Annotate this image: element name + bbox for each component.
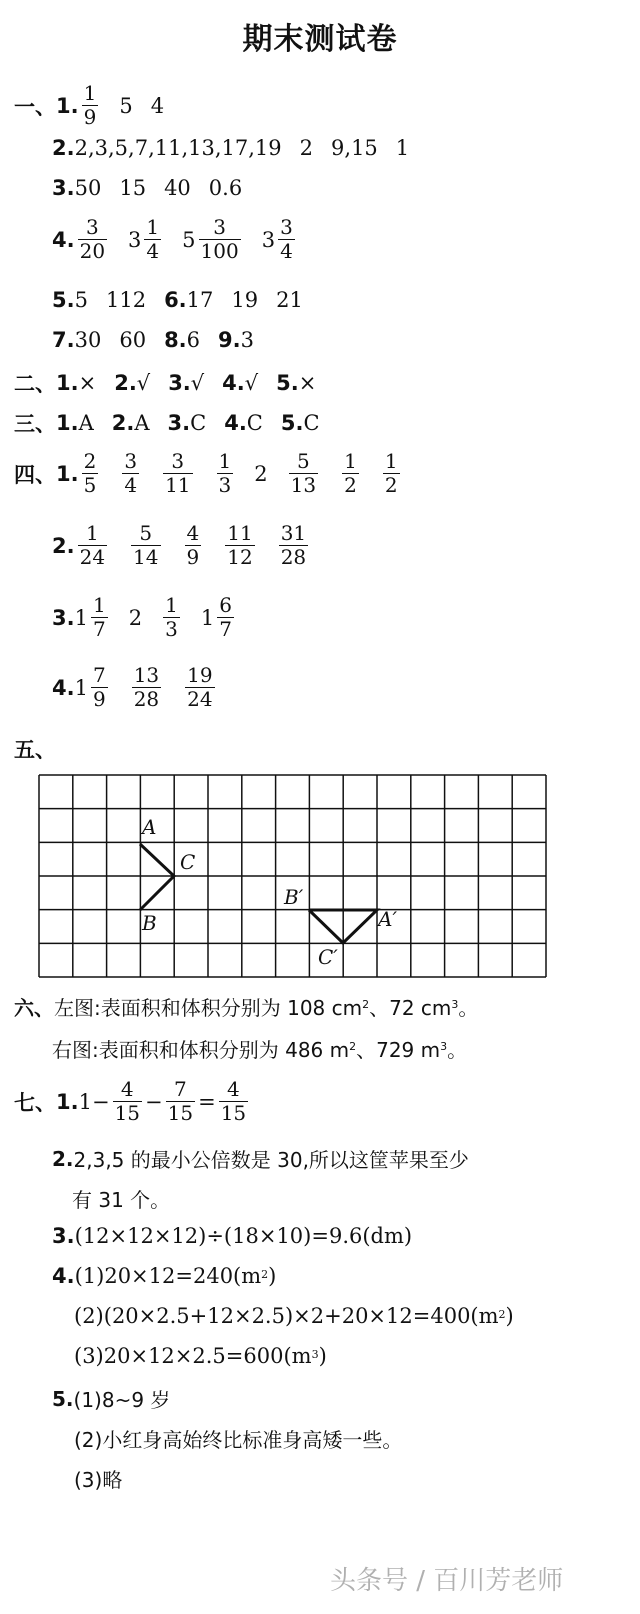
label-c-prime: C′ — [318, 945, 338, 969]
answer: √ — [190, 371, 205, 395]
s1-q4 — [52, 216, 298, 263]
fraction: $\frac{1}{2}$ — [344, 449, 357, 497]
label-b: B — [142, 911, 157, 935]
mixed-number: 1 $\frac{1}{7}$ — [74, 593, 106, 641]
mixed-number: 1 $\frac{7}{9}$ — [74, 663, 106, 711]
fraction: $\frac{2}{5}$ — [83, 449, 97, 497]
fraction: $\frac{4}{9}$ — [186, 521, 200, 569]
question-number: 1. — [56, 461, 79, 486]
fraction: $\frac{1}{3}$ — [218, 449, 232, 497]
s1-q7-q9 — [52, 328, 254, 352]
question-number: 4. — [52, 227, 75, 252]
mixed-number: 1 $\frac{6}{7}$ — [200, 593, 232, 641]
grid-figure — [38, 774, 548, 980]
answer: 30 — [74, 328, 102, 352]
section-label: 五、 — [14, 738, 56, 762]
answer: 40 — [164, 176, 191, 200]
fraction: $\frac{11}{12}$ — [227, 521, 253, 569]
mixed-number: 3 $\frac{1}{4}$ — [128, 215, 160, 263]
answer: A — [78, 411, 94, 435]
answer: 9,15 — [331, 136, 378, 160]
question-number: 3. — [52, 1224, 75, 1248]
answer: 6 — [186, 328, 201, 352]
mixed-number: 3 $\frac{3}{4}$ — [261, 215, 293, 263]
answer: C — [303, 411, 320, 435]
s4-q4 — [52, 664, 218, 711]
answer: 50 — [74, 176, 102, 200]
fraction: $\frac{31}{28}$ — [280, 521, 307, 569]
section-label: 六、 — [14, 996, 54, 1020]
question-number: 2. — [52, 1146, 74, 1171]
answer: C — [246, 411, 263, 435]
page-title: 期末测试卷 — [242, 22, 398, 57]
fraction: $\frac{13}{28}$ — [133, 663, 160, 711]
s3-answers: 三、 1. A 2. A 3. C 4. C 5. C — [14, 408, 320, 438]
answer: 15 — [119, 176, 147, 200]
answer: 2,3,5,7,11,13,17,19 — [74, 136, 282, 160]
s6-line1: 六、 左图:表面积和体积分别为 108 cm $^2$ 、72 cm $^3$ 。 — [14, 992, 478, 1021]
section-label: 二、 — [14, 372, 56, 396]
answer: 112 — [105, 288, 147, 312]
label-b-prime: B′ — [284, 885, 304, 909]
s7-q4-3: (3)20×12×2.5=600(m $^3$ ) — [74, 1344, 327, 1368]
s6-line2: 右图:表面积和体积分别为 486 m $^2$ 、729 m $^3$ 。 — [52, 1038, 468, 1062]
question-number: 3. — [52, 176, 75, 200]
fraction: $\frac{3}{20}$ — [79, 215, 106, 263]
s1-q1 — [14, 82, 164, 129]
s7-q2-line1: 2. 2,3,5 的最小公倍数是 30,所以这筐苹果至少 — [52, 1146, 469, 1172]
section-label: 四、 — [14, 462, 56, 487]
answer: 2 — [254, 461, 268, 486]
question-number: 1. — [56, 1089, 79, 1114]
fraction: $\frac{19}{24}$ — [187, 663, 213, 711]
label-a-prime: A′ — [378, 907, 397, 931]
question-number: 9. — [218, 328, 241, 352]
question-number: 8. — [164, 328, 187, 352]
watermark: 头条号 / 百川芳老师 — [330, 1566, 564, 1596]
answer: 4 — [150, 93, 165, 118]
s4-q3 — [52, 594, 237, 641]
label-a: A — [142, 815, 157, 839]
section-label: 一、 — [14, 94, 56, 119]
question-number: 2. — [52, 136, 75, 160]
fraction: $\frac{4}{15}$ — [114, 1077, 141, 1125]
fraction: $\frac{5}{13}$ — [290, 449, 317, 497]
s1-q3 — [52, 176, 242, 200]
s7-q2-line2: 有 31 个。 — [72, 1188, 171, 1212]
question-number: 3. — [52, 605, 75, 630]
answer: 21 — [276, 288, 303, 312]
answer: C — [190, 411, 207, 435]
answer: √ — [244, 371, 259, 395]
mixed-number: 5 $\frac{3}{100}$ — [182, 215, 239, 263]
question-number: 4. — [52, 675, 75, 700]
answer: 2 — [128, 605, 143, 630]
question-number: 1. — [56, 93, 79, 118]
s7-q5-1: 5. (1)8~9 岁 — [52, 1386, 171, 1412]
s1-q5-q6 — [52, 288, 303, 312]
question-number: 7. — [52, 328, 75, 352]
fraction: $\frac{3}{11}$ — [165, 449, 191, 497]
fraction: $\frac{4}{15}$ — [220, 1077, 247, 1125]
answer: √ — [136, 371, 151, 395]
fraction: $\frac{7}{15}$ — [167, 1077, 194, 1125]
fraction: $\frac{1}{2}$ — [384, 449, 398, 497]
fraction: $\frac{5}{14}$ — [133, 521, 159, 569]
s5-label — [14, 734, 56, 764]
question-number: 2. — [52, 533, 75, 558]
section-label: 三、 — [14, 412, 56, 436]
answer: 19 — [231, 288, 259, 312]
fraction: $\frac{1}{24}$ — [79, 521, 106, 569]
s7-q4-1: 4. (1)20×12=240(m $^2$ ) — [52, 1264, 277, 1288]
s1-q2 — [52, 136, 409, 160]
question-number: 4. — [52, 1264, 75, 1288]
s4-q2 — [52, 522, 311, 569]
fraction: $\frac{3}{4}$ — [124, 449, 138, 497]
s7-q5-3: (3)略 — [74, 1468, 123, 1492]
answer: A — [134, 411, 150, 435]
answer: 0.6 — [208, 176, 243, 200]
fraction: $\frac{1}{9}$ — [83, 81, 97, 129]
answer: 60 — [119, 328, 147, 352]
answer: 1 — [395, 136, 410, 160]
s7-q5-2: (2)小红身高始终比标准身高矮一些。 — [74, 1428, 403, 1452]
answer: × — [78, 371, 97, 395]
answer: × — [298, 371, 317, 395]
answer: 17 — [186, 288, 214, 312]
question-number: 6. — [164, 288, 187, 312]
question-number: 5. — [52, 1386, 74, 1411]
s7-q1: 七、 1. 1− $\frac{4}{15}$ − $\frac{7}{15}$ = $\frac{4}{15}$ — [14, 1077, 247, 1125]
answer: 5 — [119, 93, 133, 118]
question-number: 5. — [52, 288, 75, 312]
fraction: $\frac{1}{3}$ — [165, 593, 178, 641]
s7-q3: 3. (12×12×12)÷(18×10)=9.6(dm) — [52, 1224, 413, 1248]
answer: 2 — [299, 136, 314, 160]
s4-q1 — [14, 450, 403, 497]
s7-q4-2: (2)(20×2.5+12×2.5)×2+20×12=400(m $^2$ ) — [74, 1304, 514, 1328]
answer: 5 — [74, 288, 88, 312]
s2-answers: 二、 1. × 2. √ 3. √ 4. √ 5. × — [14, 368, 316, 398]
triangle-abc — [140, 844, 174, 910]
section-label: 七、 — [14, 1090, 56, 1115]
answer: 3 — [240, 328, 254, 352]
label-c: C — [180, 850, 196, 874]
